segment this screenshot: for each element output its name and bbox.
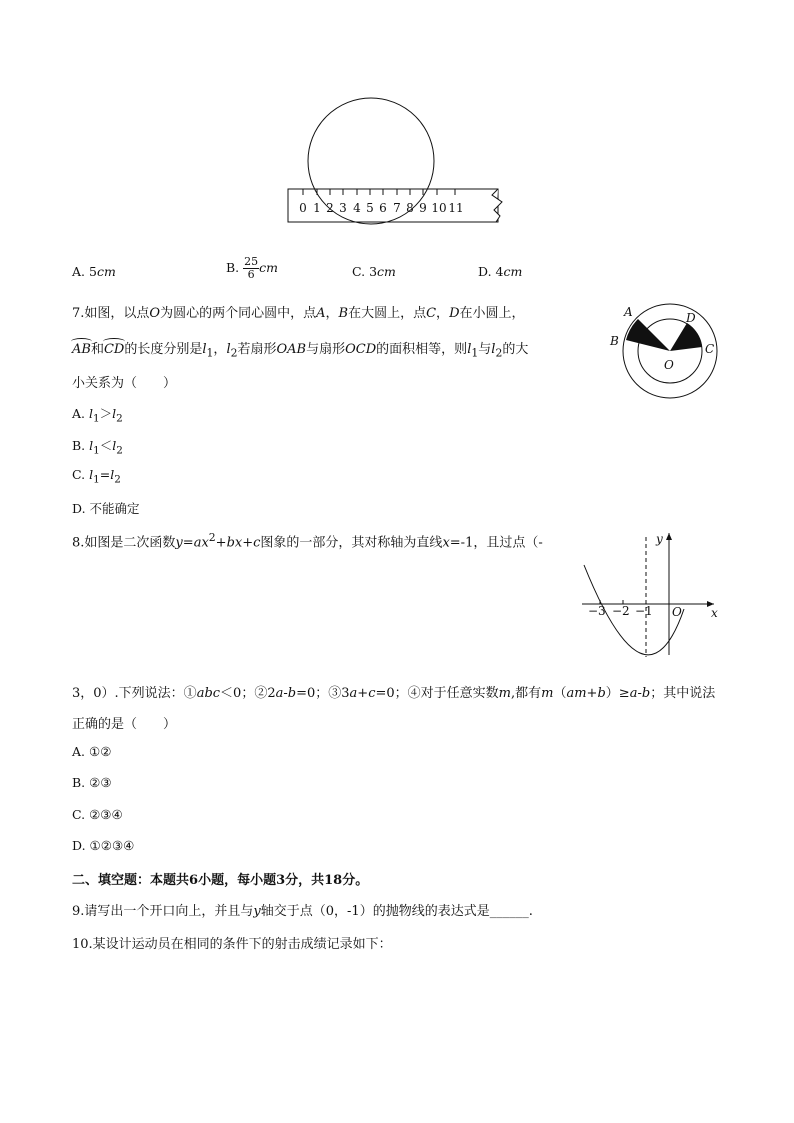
option-text: ②③ bbox=[89, 775, 112, 790]
subscript: 1 bbox=[206, 346, 214, 360]
var: D bbox=[449, 306, 460, 321]
option-letter: C. bbox=[352, 264, 366, 279]
text: 在大圆上，点 bbox=[348, 306, 427, 321]
relation: = bbox=[99, 467, 111, 482]
q8-line-1 bbox=[72, 531, 543, 550]
q7-option-b bbox=[72, 436, 123, 457]
text: 二、填空题：本题共 bbox=[72, 873, 190, 888]
q8-line-3 bbox=[72, 713, 176, 732]
var: bx bbox=[226, 535, 243, 551]
text: 18 bbox=[324, 873, 343, 888]
question-number: 7. bbox=[72, 306, 85, 321]
var: B bbox=[338, 306, 349, 321]
option-letter: D. bbox=[72, 501, 86, 516]
text: 9.请写出一个开口向上，并且与 bbox=[72, 904, 254, 919]
q7-option-a bbox=[72, 404, 123, 425]
ruler-label: 6 bbox=[379, 201, 387, 215]
option-unit: cm bbox=[259, 260, 279, 275]
var: abc bbox=[196, 686, 221, 701]
option-unit: cm bbox=[503, 264, 523, 279]
q8-option-d bbox=[72, 838, 134, 853]
text: + bbox=[357, 686, 369, 701]
ruler-label: 11 bbox=[448, 201, 464, 215]
label-o: O bbox=[664, 358, 674, 372]
option-value: 4 bbox=[495, 264, 504, 279]
var: l bbox=[112, 438, 117, 453]
var: l bbox=[110, 467, 115, 482]
option-letter: B. bbox=[226, 260, 240, 275]
parabola-graph bbox=[574, 527, 726, 663]
q8-option-c bbox=[72, 807, 123, 822]
var: b bbox=[641, 686, 651, 701]
text: 如图是二次函数 bbox=[84, 535, 176, 551]
label-x: x bbox=[711, 606, 718, 620]
fraction-denominator: 6 bbox=[247, 268, 255, 281]
label-a: A bbox=[624, 305, 633, 319]
text: = bbox=[182, 535, 194, 551]
text: 3 bbox=[276, 873, 286, 888]
option-letter: B. bbox=[72, 438, 86, 453]
text: 6 bbox=[189, 873, 199, 888]
sector-ocd bbox=[670, 323, 702, 351]
var: OAB bbox=[276, 342, 307, 357]
text: 10.某设计运动员在相同的条件下的射击成绩记录如下： bbox=[72, 937, 392, 952]
text: . bbox=[528, 904, 533, 919]
var: m bbox=[498, 686, 511, 701]
var: a bbox=[629, 686, 638, 701]
var: OCD bbox=[345, 342, 377, 357]
fraction bbox=[243, 256, 259, 281]
text: =0；③3 bbox=[296, 686, 350, 701]
ruler-label: 5 bbox=[366, 201, 374, 215]
subscript: 2 bbox=[116, 444, 123, 457]
q7-line-1 bbox=[72, 302, 525, 321]
q7-option-d bbox=[72, 499, 140, 517]
var: m bbox=[541, 686, 554, 701]
label-d: D bbox=[686, 311, 696, 325]
text: 小题，每小题 bbox=[198, 873, 277, 888]
var: c bbox=[253, 535, 261, 551]
subscript: 2 bbox=[495, 346, 503, 360]
text: ＜0；②2 bbox=[220, 686, 276, 701]
var: b bbox=[597, 686, 606, 701]
text: 的面积相等，则 bbox=[376, 342, 468, 357]
sector-oab bbox=[626, 319, 670, 351]
var: A bbox=[316, 306, 326, 321]
text: 若扇形 bbox=[237, 342, 277, 357]
tick-label: −1 bbox=[635, 604, 653, 618]
answer-blank: ______ bbox=[489, 904, 529, 919]
text: 小关系为（ ） bbox=[72, 376, 177, 391]
text: 3，0）.下列说法：① bbox=[72, 686, 197, 701]
var: y bbox=[253, 904, 261, 919]
subscript: 2 bbox=[230, 346, 238, 360]
option-text: ①② bbox=[89, 744, 112, 759]
ruler-label: 7 bbox=[393, 201, 401, 215]
text: ， bbox=[325, 306, 339, 321]
var: O bbox=[149, 306, 161, 321]
q6-option-a bbox=[72, 264, 116, 279]
text: + bbox=[242, 535, 254, 551]
option-value: 5 bbox=[89, 264, 97, 279]
text: 在小圆上， bbox=[459, 306, 525, 321]
label-b: B bbox=[610, 334, 619, 348]
tick-label: −2 bbox=[612, 604, 630, 618]
ruler-label: 9 bbox=[419, 201, 427, 215]
var: l bbox=[226, 342, 231, 357]
option-letter: A. bbox=[72, 406, 86, 421]
text: 与扇形 bbox=[306, 342, 346, 357]
text: + bbox=[215, 535, 227, 551]
var: am bbox=[566, 686, 587, 701]
option-unit: cm bbox=[377, 264, 396, 279]
var: l bbox=[89, 406, 93, 421]
text: ）≥ bbox=[605, 686, 630, 701]
ruler-label: 4 bbox=[353, 201, 361, 215]
ruler-label: 1 bbox=[313, 201, 321, 215]
text: =0；④对于任意实数 bbox=[375, 686, 499, 701]
ruler-label: 0 bbox=[299, 201, 307, 215]
option-value: 3 bbox=[369, 264, 378, 279]
var: b bbox=[287, 686, 297, 701]
ruler-label: 2 bbox=[326, 201, 334, 215]
text: 和 bbox=[90, 342, 104, 357]
ruler-label: 8 bbox=[406, 201, 414, 215]
text: 的长度分别是 bbox=[124, 342, 203, 357]
var: c bbox=[368, 686, 376, 701]
var: l bbox=[112, 406, 117, 421]
q8-line-2 bbox=[72, 682, 715, 701]
text: + bbox=[586, 686, 598, 701]
relation: ＜ bbox=[99, 438, 113, 453]
text: ,都有 bbox=[510, 686, 542, 701]
subscript: 2 bbox=[116, 412, 123, 425]
text: ；其中说法 bbox=[650, 686, 716, 701]
arc-ab: AB bbox=[72, 342, 91, 357]
option-letter: D. bbox=[72, 838, 86, 853]
var: a bbox=[275, 686, 284, 701]
option-text: 不能确定 bbox=[89, 501, 140, 516]
option-letter: A. bbox=[72, 264, 86, 279]
text: 的大 bbox=[502, 342, 529, 357]
text: 分。 bbox=[342, 873, 369, 888]
q7-line-3 bbox=[72, 372, 176, 391]
var: y bbox=[175, 535, 183, 551]
text: ， bbox=[436, 306, 450, 321]
subscript: 2 bbox=[114, 473, 121, 486]
label-origin: O bbox=[672, 605, 682, 619]
circle-ruler-figure bbox=[280, 92, 510, 232]
text: （ bbox=[553, 686, 567, 701]
arc-cd: CD bbox=[103, 342, 125, 357]
ruler-label: 10 bbox=[431, 201, 447, 215]
text: 如图，以点 bbox=[84, 306, 150, 321]
q7-option-c bbox=[72, 467, 121, 486]
option-letter: B. bbox=[72, 775, 86, 790]
var: x bbox=[442, 535, 450, 551]
option-letter: C. bbox=[72, 467, 86, 482]
ruler-label: 3 bbox=[339, 201, 347, 215]
option-letter: C. bbox=[72, 807, 86, 822]
text: 为圆心的两个同心圆中，点 bbox=[160, 306, 317, 321]
q10-line bbox=[72, 933, 392, 952]
q6-option-d bbox=[478, 264, 522, 279]
var: l bbox=[202, 342, 207, 357]
question-number: 8. bbox=[72, 535, 85, 551]
label-c: C bbox=[705, 342, 715, 356]
var: a bbox=[349, 686, 358, 701]
relation: ＞ bbox=[99, 406, 113, 421]
text: 与 bbox=[478, 342, 492, 357]
q6-option-c bbox=[352, 264, 396, 279]
q7-line-2 bbox=[72, 338, 528, 360]
section-heading bbox=[72, 869, 368, 888]
option-letter: A. bbox=[72, 744, 86, 759]
concentric-circles-figure bbox=[606, 292, 734, 402]
var: l bbox=[89, 467, 94, 482]
superscript: 2 bbox=[208, 531, 216, 544]
text: 轴交于点（0，-1）的抛物线的表达式是 bbox=[260, 904, 490, 919]
tick-label: −3 bbox=[588, 604, 606, 618]
y-axis-arrow-icon bbox=[666, 533, 672, 540]
subscript: 1 bbox=[93, 412, 100, 425]
q9-line bbox=[72, 900, 533, 919]
text: ， bbox=[213, 342, 227, 357]
option-letter: D. bbox=[478, 264, 492, 279]
option-unit: cm bbox=[96, 264, 116, 279]
var: C bbox=[426, 306, 437, 321]
subscript: 1 bbox=[93, 444, 100, 457]
var: l bbox=[467, 342, 472, 357]
text: 图象的一部分，其对称轴为直线 bbox=[260, 535, 443, 551]
text: - bbox=[637, 686, 642, 701]
text: 正确的是（ ） bbox=[72, 717, 177, 732]
text: - bbox=[283, 686, 288, 701]
fraction-numerator: 25 bbox=[244, 255, 259, 268]
var: ax bbox=[193, 535, 209, 551]
text: =-1，且过点（- bbox=[449, 535, 543, 551]
var: l bbox=[491, 342, 496, 357]
subscript: 1 bbox=[471, 346, 479, 360]
q6-option-b bbox=[226, 256, 278, 281]
option-text: ②③④ bbox=[89, 807, 123, 822]
q8-option-b bbox=[72, 775, 112, 790]
label-y: y bbox=[656, 532, 663, 546]
option-text: ①②③④ bbox=[89, 838, 135, 853]
var: l bbox=[89, 438, 94, 453]
subscript: 1 bbox=[93, 473, 100, 486]
q8-option-a bbox=[72, 744, 111, 759]
text: 分，共 bbox=[285, 873, 325, 888]
